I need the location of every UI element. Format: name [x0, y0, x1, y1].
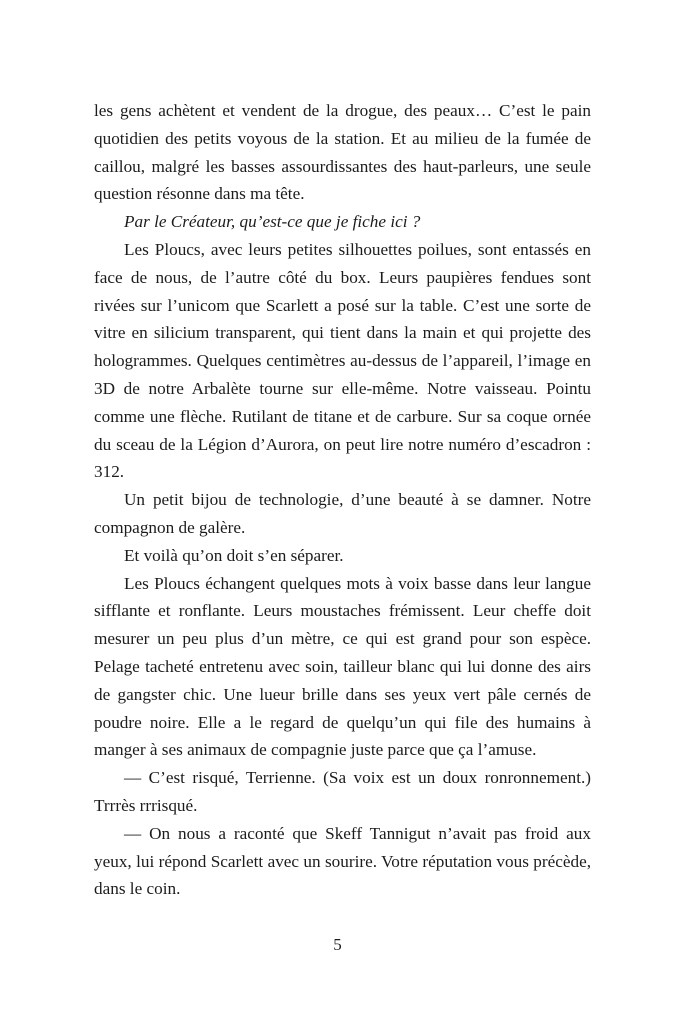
paragraph: Un petit bijou de technologie, d’une beauté à se damner. Notre compagnon de galère.: [94, 490, 591, 537]
paragraph: Et voilà qu’on doit s’en séparer.: [124, 545, 344, 565]
paragraph: Les Ploucs, avec leurs petites silhouettes poilues, sont entassés en face de nous, de l’autre côté du box. Leurs paupières fendues sont rivées sur l’unicom que Scarlett a posé sur la table. C’est une sorte de vitre en silicium transparent, qui tient dans la main et qui projette des hologrammes. Quelques centimètres au-dessus de l’appareil, l’image en 3D de notre Arbalète tourne sur elle-même. Notre vaisseau. Pointu comme une flèche. Rutilant de titane et de carbure. Sur sa coque ornée du sceau de la Légion d’Aurora, on peut lire notre numéro d’escadron : 312.: [94, 239, 591, 482]
body-text: [94, 97, 591, 903]
dialogue-paragraph: — On nous a raconté que Skeff Tannigut n’avait pas froid aux yeux, lui répond Scarlett avec un sourire. Votre réputation vous précède, dans le coin.: [94, 823, 591, 899]
page-number: 5: [333, 935, 342, 954]
paragraph-italic-thought: Par le Créateur, qu’est-ce que je fiche ici ?: [124, 212, 421, 232]
paragraph: Les Ploucs échangent quelques mots à voix basse dans leur langue sifflante et ronflante. Leurs moustaches frémissent. Leur cheffe doit mesurer un peu plus d’un mètre, ce qui est grand pour son espèce. Pelage tacheté entretenu avec soin, tailleur blanc qui lui donne des airs de gangster chic. Une lueur brille dans ses yeux vert pâle cernés de poudre noire. Elle a le regard de quelqu’un qui file des humains à manger à ses animaux de compagnie juste parce que ça l’amuse.: [94, 573, 591, 760]
dialogue-paragraph: — C’est risqué, Terrienne. (Sa voix est un doux ronronnement.) Trrrès rrrisqué.: [94, 768, 591, 815]
paragraph-continuation: les gens achètent et vendent de la drogue, des peaux… C’est le pain quotidien des petits voyous de la station. Et au milieu de la fumée de caillou, malgré les basses assourdissantes des haut-parleurs, une seule question résonne dans ma tête.: [94, 101, 591, 204]
